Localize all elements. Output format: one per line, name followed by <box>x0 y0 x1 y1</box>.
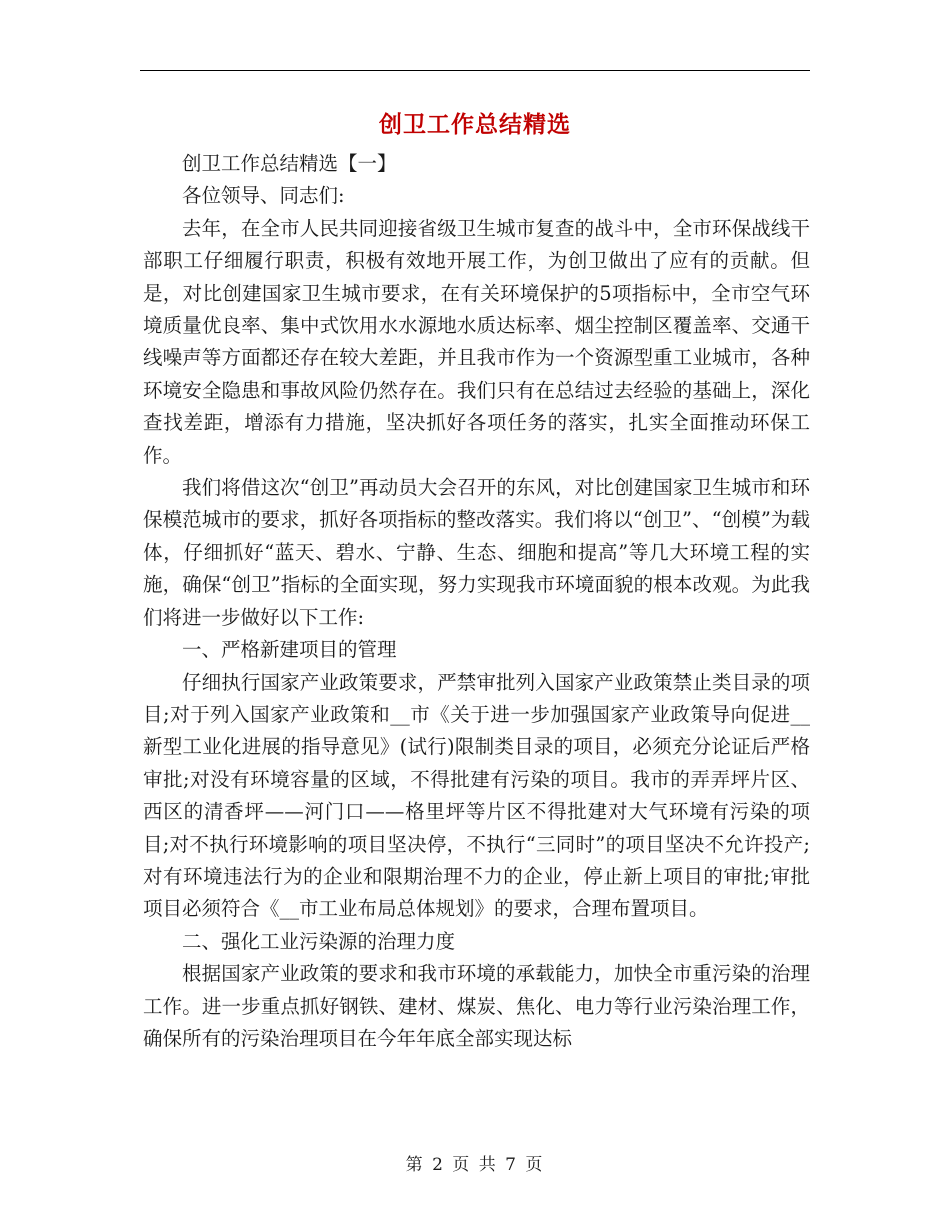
paragraph-body: 仔细执行国家产业政策要求，严禁审批列入国家产业政策禁止类目录的项目;对于列入国家产业政策和__市《关于进一步加强国家产业政策导向促进__新型工业化进展的指导意见》(试行)限制类目录的项目，必须充分论证后严格审批;对没有环境容量的区域，不得批建有污染的项目。我市的弄弄坪片区、西区的清香坪——河门口——格里坪等片区不得批建对大气环境有污染的项目;对不执行环境影响的项目坚决停，不执行“三同时”的项目坚决不允许投产;对有环境违法行为的企业和限期治理不力的企业，停止新上项目的审批;审批项目必须符合《__市工业布局总体规划》的要求，合理布置项目。 <box>143 670 810 921</box>
paragraph-subtitle: 创卫工作总结精选【一】 <box>182 152 397 175</box>
document-body <box>143 148 810 1055</box>
header-rule <box>140 70 810 71</box>
paragraph-salutation: 各位领导、同志们: <box>182 184 345 208</box>
section-heading: 一、严格新建项目的管理 <box>182 638 397 662</box>
document-title: 创卫工作总结精选 <box>379 111 571 138</box>
paragraph-body: 去年，在全市人民共同迎接省级卫生城市复查的战斗中，全市环保战线干部职工仔细履行职责，积极有效地开展工作，为创卫做出了应有的贡献。但是，对比创建国家卫生城市要求，在有关环境保护的5项指标中，全市空气环境质量优良率、集中式饮用水水源地水质达标率、烟尘控制区覆盖率、交通干线噪声等方面都还存在较大差距，并且我市作为一个资源型重工业城市，各种环境安全隐患和事故风险仍然存在。我们只有在总结过去经验的基础上，深化查找差距，增添有力措施，坚决抓好各项任务的落实，扎实全面推动环保工作。 <box>143 216 810 467</box>
paragraph-body: 我们将借这次“创卫”再动员大会召开的东风，对比创建国家卫生城市和环保模范城市的要求，抓好各项指标的整改落实。我们将以“创卫”、“创模”为载体，仔细抓好“蓝天、碧水、宁静、生态、细胞和提高”等几大环境工程的实施，确保“创卫”指标的全面实现，努力实现我市环境面貌的根本改观。为此我们将进一步做好以下工作: <box>143 476 810 629</box>
paragraph-body: 根据国家产业政策的要求和我市环境的承载能力，加快全市重污染的治理工作。进一步重点抓好钢铁、建材、煤炭、焦化、电力等行业污染治理工作，确保所有的污染治理项目在今年年底全部实现达标 <box>143 962 810 1050</box>
section-heading: 二、强化工业污染源的治理力度 <box>182 929 456 953</box>
page-number: 第 2 页 共 7 页 <box>405 1155 545 1175</box>
